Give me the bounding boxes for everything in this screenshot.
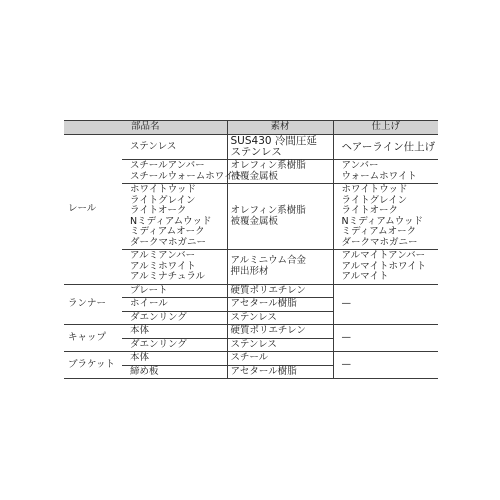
part-cell [122, 250, 227, 285]
finish-name: ミディアムオーク [341, 226, 417, 237]
material-name: 被覆金属板 [230, 215, 279, 227]
category-runner: ランナー [64, 284, 122, 325]
finish-name: ヘアーライン仕上げ [341, 140, 436, 153]
part-name: プレート [122, 284, 227, 298]
category-cap: キャップ [64, 325, 122, 352]
material-name: 硬質ポリエチレン [227, 325, 333, 339]
finish-name: アルマイトホワイト [341, 260, 427, 272]
part-name: スチールアンバー [130, 160, 205, 171]
material-name: アルミニウム合金 [230, 255, 307, 267]
part-name: Nミディアムウッド [130, 215, 212, 227]
material-name: 硬質ポリエチレン [227, 284, 333, 298]
material-name: 押出形材 [230, 265, 269, 277]
material-name: SUS430 冷間圧延 [230, 135, 317, 147]
finish-name: ライトグレイン [341, 194, 408, 206]
header-row [64, 121, 438, 135]
material-name: ステンレス [227, 311, 333, 325]
table-row [64, 284, 438, 298]
part-cell [122, 160, 243, 184]
part-name: 本体 [122, 352, 227, 366]
finish-name: アルマイトアンバー [341, 250, 426, 261]
finish-dash: — [333, 325, 438, 352]
part-name: ダエンリング [122, 311, 227, 325]
finish-name: ダークマホガニー [341, 236, 418, 248]
material-name: 被覆金属板 [230, 170, 279, 182]
part-cell [122, 135, 227, 160]
table-row [64, 135, 438, 160]
finish-dash: — [333, 284, 438, 325]
finish-name: Nミディアムウッド [341, 215, 424, 227]
part-name: ステンレス [130, 140, 177, 152]
material-name: ステンレス [227, 338, 333, 352]
part-name: ミディアムオーク [130, 226, 205, 237]
material-cell [227, 184, 333, 250]
finish-dash: — [333, 352, 438, 379]
part-name: 締め板 [122, 365, 227, 379]
table-row [64, 352, 438, 366]
part-name: アルミアンバー [130, 250, 196, 261]
finish-cell [333, 184, 438, 250]
table-row [64, 325, 438, 339]
finish-name: アルマイト [341, 271, 389, 282]
part-name: ダエンリング [122, 338, 227, 352]
finish-name: アンバー [341, 160, 379, 171]
part-name: スチールウォームホワイト [130, 170, 243, 182]
finish-cell [333, 135, 438, 160]
category-rail: レール [64, 135, 122, 285]
material-name: アセタール樹脂 [227, 298, 333, 312]
material-name: ステンレス [230, 146, 282, 158]
spec-table [64, 120, 438, 379]
part-name: ホイール [122, 298, 227, 312]
header-part: 部品名 [64, 121, 227, 135]
part-name: アルミホワイト [130, 260, 196, 272]
part-name: ホワイトウッド [130, 184, 197, 195]
header-material: 素材 [227, 121, 333, 135]
material-cell [227, 135, 333, 160]
part-name: ライトオーク [130, 205, 187, 216]
finish-name: ウォームホワイト [341, 170, 417, 182]
material-cell [227, 160, 333, 184]
material-name: アセタール樹脂 [227, 365, 333, 379]
material-name: オレフィン系樹脂 [230, 160, 306, 171]
material-name: オレフィン系樹脂 [230, 205, 306, 216]
material-cell [227, 250, 333, 285]
material-name: スチール [227, 352, 333, 366]
finish-cell [333, 160, 438, 184]
header-finish: 仕上げ [333, 121, 438, 135]
part-name: ライトグレイン [130, 194, 196, 206]
finish-name: ホワイトウッド [341, 184, 408, 195]
part-name: ダークマホガニー [130, 236, 207, 248]
part-name: アルミナチュラル [130, 271, 206, 282]
part-cell [122, 184, 227, 250]
category-bracket: ブラケット [64, 352, 122, 379]
part-name: 本体 [122, 325, 227, 339]
finish-name: ライトオーク [341, 205, 398, 216]
finish-cell [333, 250, 438, 285]
